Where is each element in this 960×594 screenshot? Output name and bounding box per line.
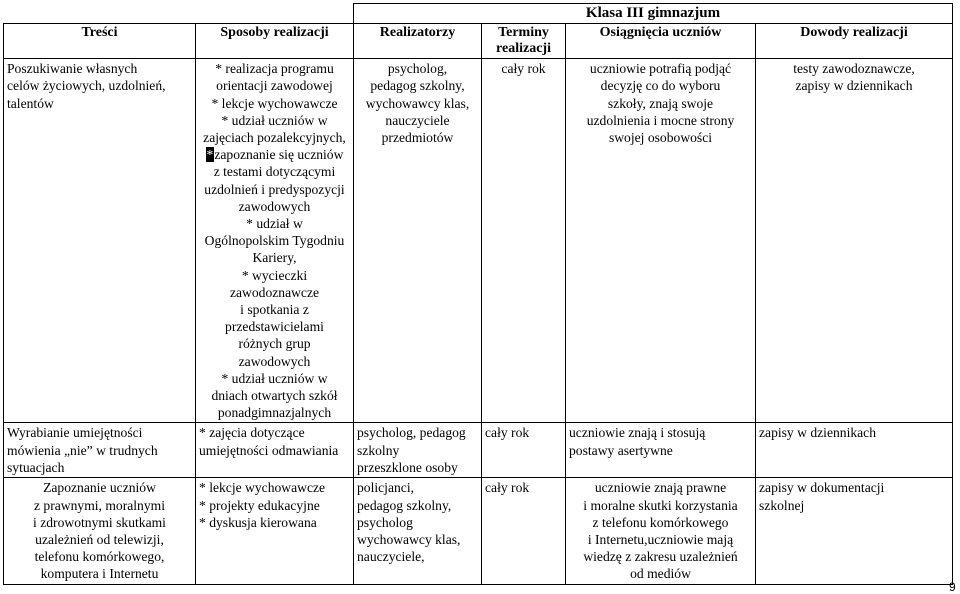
text-line: * zajęcia dotyczące <box>199 425 305 441</box>
text-line: z testami dotyczącymi <box>213 164 336 180</box>
text-line: i spotkania z <box>240 302 309 318</box>
cell-dowody <box>756 478 953 584</box>
highlighted-marker: * <box>206 147 214 163</box>
text-line: różnych grup <box>238 336 311 352</box>
cell-osiagniecia <box>566 478 756 584</box>
cell-sposoby <box>196 478 354 584</box>
table-row <box>4 59 953 423</box>
text-line: dniach otwartych szkół <box>211 388 338 404</box>
text-line: * udział w <box>246 216 303 232</box>
header-dowody: Dowody realizacji <box>756 24 953 59</box>
text-line: sytuacjach <box>7 459 65 475</box>
text-line: swojej osobowości <box>608 130 713 146</box>
text-line: decyzję co do wyboru <box>600 78 721 94</box>
text-line: zawodowych <box>238 353 311 369</box>
text-line: wiedzę z zakresu uzależnień <box>583 549 738 565</box>
cell-terminy: cały rok <box>482 423 566 478</box>
cell-tresci <box>4 423 196 478</box>
cell-dowody <box>756 423 953 478</box>
text-line: zapisy w dziennikach <box>759 425 877 441</box>
text-line: policjanci, <box>357 480 414 496</box>
header-terminy <box>482 24 566 59</box>
text-line: przeszklone osoby <box>357 459 458 475</box>
title-spacer-left <box>4 4 196 24</box>
curriculum-table <box>3 3 953 585</box>
text-line: ponadgimnazjalnych <box>217 405 332 421</box>
text-line: z prawnymi, moralnymi <box>34 497 165 513</box>
cell-tresci <box>4 478 196 584</box>
text-line: postawy asertywne <box>569 442 673 458</box>
text-line: szkolnej <box>759 497 805 513</box>
text-line: przedstawicielami <box>225 319 324 335</box>
cell-osiagniecia <box>566 423 756 478</box>
text-line: nauczyciele <box>385 112 450 128</box>
table-row <box>4 478 953 584</box>
cell-sposoby <box>196 423 354 478</box>
text-line: zapisy w dokumentacji <box>759 480 885 496</box>
header-tresci: Treści <box>4 24 196 59</box>
text-line: psycholog, <box>387 61 448 77</box>
text-line: celów życiowych, uzdolnień, <box>7 78 166 94</box>
text-line: psycholog, pedagog <box>357 425 466 441</box>
text-line: komputera i Internetu <box>40 566 159 582</box>
text-line: uczniowie znają prawne <box>594 480 727 496</box>
text-line: telefonu komórkowego, <box>34 549 165 565</box>
page-number: 9 <box>949 580 956 594</box>
text-fragment: zapoznanie się uczniów <box>214 147 344 163</box>
text-line: Wyrabianie umiejętności <box>7 425 143 441</box>
text-line: szkolny <box>357 442 400 458</box>
text-line: Kariery, <box>252 250 297 266</box>
text-line: z telefonu komórkowego <box>592 514 729 530</box>
cell-osiagniecia <box>566 59 756 423</box>
header-osiagniecia: Osiągnięcia uczniów <box>566 24 756 59</box>
cell-realizatorzy <box>354 423 482 478</box>
text-line: wychowawcy klas, <box>357 532 461 548</box>
text-line: szkoły, znają swoje <box>607 95 714 111</box>
header-realizatorzy: Realizatorzy <box>354 24 482 59</box>
text-line: zapisy w dziennikach <box>795 78 913 94</box>
cell-dowody <box>756 59 953 423</box>
text-line: i moralne skutki korzystania <box>583 497 738 513</box>
text-line: uzdolnienia i mocne strony <box>586 112 735 128</box>
text-line: * udział uczniów w <box>221 112 328 128</box>
text-line: pedagog szkolny, <box>357 497 452 513</box>
text-line: * udział uczniów w <box>221 370 328 386</box>
cell-realizatorzy <box>354 478 482 584</box>
text-line: * lekcje wychowawcze <box>199 480 326 496</box>
text-line: wychowawcy klas, <box>365 95 470 111</box>
text-line: * dyskusja kierowana <box>199 514 317 530</box>
text-line: i Internetu,uczniowie mają <box>587 532 734 548</box>
text-line: zajęciach pozalekcyjnych, <box>203 130 346 146</box>
text-line: przedmiotów <box>381 130 454 146</box>
cell-sposoby <box>196 59 354 423</box>
text-line: Ogólnopolskim Tygodniu <box>204 233 345 249</box>
text-line: od mediów <box>630 566 691 582</box>
text-line <box>199 146 350 163</box>
cell-terminy: cały rok <box>482 478 566 584</box>
text-line: nauczyciele, <box>357 549 425 565</box>
header-terminy-line: Terminy <box>498 25 549 41</box>
text-line: uzdolnień i predyspozycji <box>204 181 345 197</box>
text-line: zawodoznawcze <box>229 284 320 300</box>
text-line: uczniowie znają i stosują <box>569 425 706 441</box>
text-line: testy zawodoznawcze, <box>793 61 915 77</box>
text-line: Poszukiwanie własnych <box>7 61 138 77</box>
cell-terminy: cały rok <box>482 59 566 423</box>
cell-realizatorzy <box>354 59 482 423</box>
header-terminy-line: realizacji <box>496 41 551 57</box>
header-sposoby: Sposoby realizacji <box>196 24 354 59</box>
title-spacer-left-2 <box>196 4 354 24</box>
text-line: i zdrowotnymi skutkami <box>33 514 166 530</box>
text-line: uzależnień od telewizji, <box>35 532 164 548</box>
text-line: mówienia „nie” w trudnych <box>7 442 158 458</box>
text-line: * lekcje wychowawcze <box>211 95 338 111</box>
table-title: Klasa III gimnazjum <box>354 4 953 24</box>
text-line: umiejętności odmawiania <box>199 442 339 458</box>
text-line: talentów <box>7 95 54 111</box>
text-line: psycholog <box>357 514 413 530</box>
text-line: orientacji zawodowej <box>216 78 333 94</box>
text-line: uczniowie potrafią podjąć <box>589 61 732 77</box>
text-line: zawodowych <box>238 198 311 214</box>
text-line: Zapoznanie uczniów <box>43 480 156 496</box>
text-line: * wycieczki <box>241 267 308 283</box>
cell-tresci <box>4 59 196 423</box>
text-line: * realizacja programu <box>215 61 334 77</box>
text-line: pedagog szkolny, <box>370 78 465 94</box>
table-row <box>4 423 953 478</box>
text-line: * projekty edukacyjne <box>199 497 320 513</box>
